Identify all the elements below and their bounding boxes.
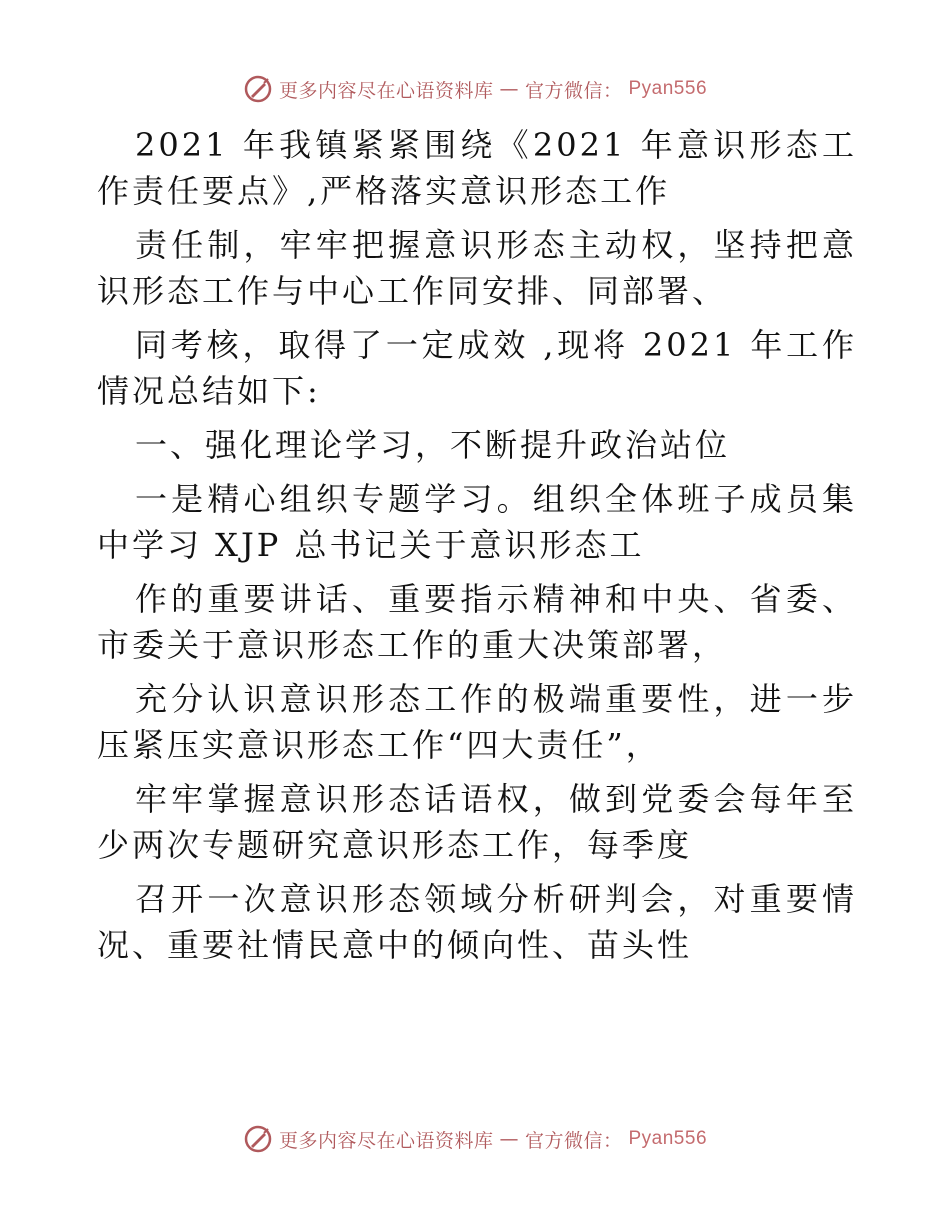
watermark-id: Pyan556 <box>628 78 708 99</box>
watermark-separator: — <box>499 1128 519 1150</box>
footer-watermark <box>0 1124 950 1154</box>
paragraph: 召开一次意识形态领域分析研判会，对重要情况、重要社情民意中的倾向性、苗头性 <box>97 880 857 964</box>
section-heading: 一、强化理论学习，不断提升政治站位 <box>135 426 731 464</box>
quill-logo-icon <box>243 1124 273 1154</box>
watermark-label: 官方微信： <box>524 1129 623 1152</box>
paragraph: 作的重要讲话、重要指示精神和中央、省委、市委关于意识形态工作的重大决策部署， <box>97 580 857 664</box>
header-watermark <box>0 74 950 104</box>
document-body <box>97 122 857 976</box>
paragraph: 一是精心组织专题学习。组织全体班子成员集中学习 XJP 总书记关于意识形态工 <box>97 480 857 564</box>
quill-logo-icon <box>243 74 273 104</box>
watermark-label: 官方微信： <box>524 79 623 102</box>
watermark-id: Pyan556 <box>628 1128 708 1149</box>
paragraph: 2021 年我镇紧紧围绕《2021 年意识形态工作责任要点》,严格落实意识形态工作 <box>97 126 857 210</box>
paragraph: 牢牢掌握意识形态话语权，做到党委会每年至少两次专题研究意识形态工作，每季度 <box>97 780 857 864</box>
paragraph: 同考核，取得了一定成效 ,现将 2021 年工作情况总结如下: <box>97 326 857 410</box>
paragraph: 责任制，牢牢把握意识形态主动权，坚持把意识形态工作与中心工作同安排、同部署、 <box>97 226 857 310</box>
watermark-text: 更多内容尽在心语资料库 <box>278 1129 494 1152</box>
paragraph: 充分认识意识形态工作的极端重要性，进一步压紧压实意识形态工作“四大责任”， <box>97 680 857 764</box>
watermark-text: 更多内容尽在心语资料库 <box>278 79 494 102</box>
watermark-separator: — <box>499 78 519 100</box>
